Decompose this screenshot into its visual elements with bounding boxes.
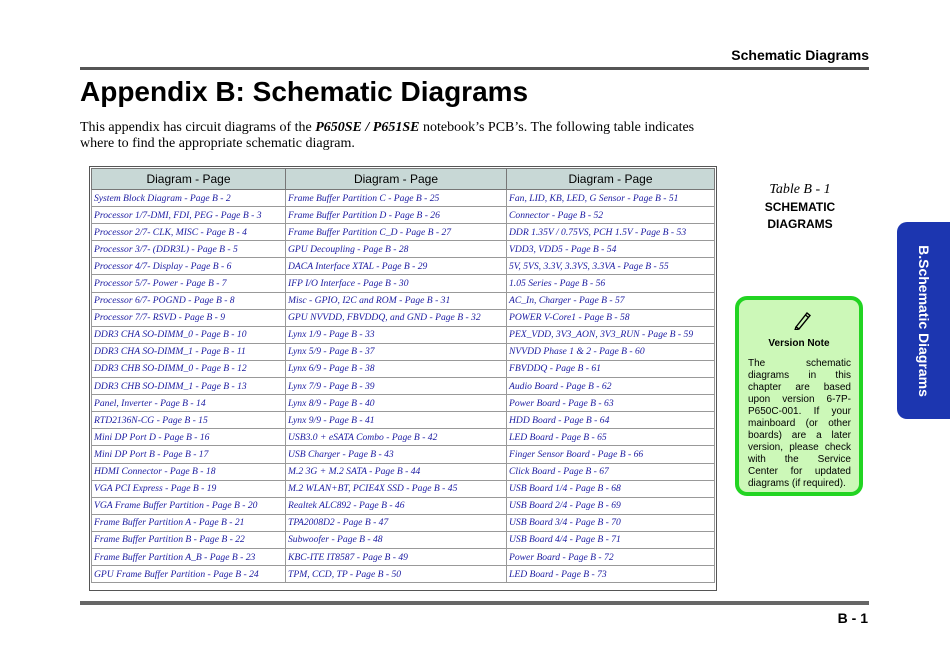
table-cell: Lynx 1/9 - Page B - 33 — [286, 326, 507, 343]
table-cell: FBVDDQ - Page B - 61 — [507, 360, 715, 377]
table-row — [92, 429, 715, 446]
table-row — [92, 395, 715, 412]
table-cell: Lynx 9/9 - Page B - 41 — [286, 412, 507, 429]
table-cell: Panel, Inverter - Page B - 14 — [92, 395, 286, 412]
version-note-title: Version Note — [768, 338, 830, 349]
table-row — [92, 514, 715, 531]
table-cell: Lynx 5/9 - Page B - 37 — [286, 343, 507, 360]
running-header: Schematic Diagrams — [731, 47, 869, 63]
table-cell: DDR3 CHB SO-DIMM_0 - Page B - 12 — [92, 360, 286, 377]
table-cell: Lynx 8/9 - Page B - 40 — [286, 395, 507, 412]
table-row — [92, 566, 715, 583]
chapter-side-tab — [897, 222, 950, 419]
table-cell: HDMI Connector - Page B - 18 — [92, 463, 286, 480]
table-cell: USB Board 4/4 - Page B - 71 — [507, 531, 715, 548]
table-caption-name — [748, 199, 852, 233]
table-cell: M.2 3G + M.2 SATA - Page B - 44 — [286, 463, 507, 480]
table-cell: System Block Diagram - Page B - 2 — [92, 190, 286, 207]
table-cell: USB Board 1/4 - Page B - 68 — [507, 480, 715, 497]
table-cell: USB3.0 + eSATA Combo - Page B - 42 — [286, 429, 507, 446]
table-cell: 5V, 5VS, 3.3V, 3.3VS, 3.3VA - Page B - 55 — [507, 258, 715, 275]
table-caption-line: SCHEMATIC — [764, 200, 836, 214]
table-cell: AC_In, Charger - Page B - 57 — [507, 292, 715, 309]
table-cell: Mini DP Port D - Page B - 16 — [92, 429, 286, 446]
table-cell: Processor 6/7- POGND - Page B - 8 — [92, 292, 286, 309]
table-cell: Power Board - Page B - 63 — [507, 395, 715, 412]
column-header: Diagram - Page — [92, 169, 286, 190]
table-cell: DDR3 CHA SO-DIMM_0 - Page B - 10 — [92, 326, 286, 343]
table-cell: Processor 4/7- Display - Page B - 6 — [92, 258, 286, 275]
table-row — [92, 497, 715, 514]
table-cell: VGA PCI Express - Page B - 19 — [92, 480, 286, 497]
table-row — [92, 326, 715, 343]
table-caption-number: Table B - 1 — [769, 182, 831, 197]
table-cell: IFP I/O Interface - Page B - 30 — [286, 275, 507, 292]
table-cell: GPU Frame Buffer Partition - Page B - 24 — [92, 566, 286, 583]
table-cell: VGA Frame Buffer Partition - Page B - 20 — [92, 497, 286, 514]
table-cell: USB Charger - Page B - 43 — [286, 446, 507, 463]
table-cell: Connector - Page B - 52 — [507, 207, 715, 224]
table-row — [92, 275, 715, 292]
table-cell: TPM, CCD, TP - Page B - 50 — [286, 566, 507, 583]
table-cell: Frame Buffer Partition A - Page B - 21 — [92, 514, 286, 531]
table-cell: Click Board - Page B - 67 — [507, 463, 715, 480]
table-cell: M.2 WLAN+BT, PCIE4X SSD - Page B - 45 — [286, 480, 507, 497]
table-cell: Power Board - Page B - 72 — [507, 548, 715, 565]
table-cell: DDR3 CHB SO-DIMM_1 - Page B - 13 — [92, 378, 286, 395]
table-row — [92, 548, 715, 565]
table-cell: Frame Buffer Partition D - Page B - 26 — [286, 207, 507, 224]
table-row — [92, 531, 715, 548]
table-cell: Processor 3/7- (DDR3L) - Page B - 5 — [92, 241, 286, 258]
table-cell: GPU Decoupling - Page B - 28 — [286, 241, 507, 258]
chapter-side-tab-label: B.Schematic Diagrams — [915, 244, 932, 397]
table-cell: Lynx 6/9 - Page B - 38 — [286, 360, 507, 377]
table-row — [92, 258, 715, 275]
table-row — [92, 360, 715, 377]
table-cell: Processor 5/7- Power - Page B - 7 — [92, 275, 286, 292]
table-cell: DDR3 CHA SO-DIMM_1 - Page B - 11 — [92, 343, 286, 360]
table-cell: Mini DP Port B - Page B - 17 — [92, 446, 286, 463]
table-row — [92, 190, 715, 207]
table-cell: DACA Interface XTAL - Page B - 29 — [286, 258, 507, 275]
table-row — [92, 480, 715, 497]
table-cell: LED Board - Page B - 73 — [507, 566, 715, 583]
table-cell: USB Board 3/4 - Page B - 70 — [507, 514, 715, 531]
table-row — [92, 241, 715, 258]
table-cell: VDD3, VDD5 - Page B - 54 — [507, 241, 715, 258]
table-cell: Fan, LID, KB, LED, G Sensor - Page B - 51 — [507, 190, 715, 207]
table-cell: Lynx 7/9 - Page B - 39 — [286, 378, 507, 395]
table-cell: Processor 7/7- RSVD - Page B - 9 — [92, 309, 286, 326]
header-rule — [80, 67, 869, 70]
table-cell: Subwoofer - Page B - 48 — [286, 531, 507, 548]
table-cell: Finger Sensor Board - Page B - 66 — [507, 446, 715, 463]
page-title: Appendix B: Schematic Diagrams — [80, 76, 529, 107]
table-cell: NVVDD Phase 1 & 2 - Page B - 60 — [507, 343, 715, 360]
table-cell: HDD Board - Page B - 64 — [507, 412, 715, 429]
table-row — [92, 207, 715, 224]
table-cell: DDR 1.35V / 0.75VS, PCH 1.5V - Page B - 53 — [507, 224, 715, 241]
intro-text-start: This appendix has circuit diagrams of the — [80, 120, 316, 135]
pencil-icon — [791, 310, 813, 330]
table-cell: Processor 1/7-DMI, FDI, PEG - Page B - 3 — [92, 207, 286, 224]
table-cell: Frame Buffer Partition C - Page B - 25 — [286, 190, 507, 207]
schematic-index-table — [91, 168, 715, 583]
table-cell: Misc - GPIO, I2C and ROM - Page B - 31 — [286, 292, 507, 309]
table-row — [92, 292, 715, 309]
model-name: P650SE / P651SE — [315, 120, 420, 135]
table-cell: RTD2136N-CG - Page B - 15 — [92, 412, 286, 429]
footer-rule — [80, 601, 869, 605]
intro-paragraph — [80, 120, 730, 152]
table-row — [92, 224, 715, 241]
table-body — [92, 190, 715, 583]
table-row — [92, 446, 715, 463]
table-cell: Frame Buffer Partition C_D - Page B - 27 — [286, 224, 507, 241]
table-cell: TPA2008D2 - Page B - 47 — [286, 514, 507, 531]
table-cell: PEX_VDD, 3V3_AON, 3V3_RUN - Page B - 59 — [507, 326, 715, 343]
table-cell: Frame Buffer Partition B - Page B - 22 — [92, 531, 286, 548]
table-row — [92, 412, 715, 429]
table-cell: USB Board 2/4 - Page B - 69 — [507, 497, 715, 514]
table-header-row — [92, 169, 715, 190]
table-cell: GPU NVVDD, FBVDDQ, and GND - Page B - 32 — [286, 309, 507, 326]
table-row — [92, 463, 715, 480]
table-cell: POWER V-Core1 - Page B - 58 — [507, 309, 715, 326]
table-cell: 1.05 Series - Page B - 56 — [507, 275, 715, 292]
intro-text-end: notebook’s PCB’s. The following table indicates where to find the appropriate schematic diagram. — [80, 120, 695, 151]
column-header: Diagram - Page — [507, 169, 715, 190]
version-note-box — [735, 296, 863, 496]
version-note-body: The schematic diagrams in this chapter are based upon version 6-7P-P650C-001. If your mainboard (or other boards) are a later version, please check with the Service Center for updated diagrams (if required). — [748, 358, 851, 489]
table-cell: Frame Buffer Partition A_B - Page B - 23 — [92, 548, 286, 565]
table-cell: Audio Board - Page B - 62 — [507, 378, 715, 395]
table-cell: Processor 2/7- CLK, MISC - Page B - 4 — [92, 224, 286, 241]
page-number: B - 1 — [837, 610, 868, 626]
column-header: Diagram - Page — [286, 169, 507, 190]
table-cell: KBC-ITE IT8587 - Page B - 49 — [286, 548, 507, 565]
table-row — [92, 378, 715, 395]
table-caption-line: DIAGRAMS — [767, 217, 833, 231]
table-cell: LED Board - Page B - 65 — [507, 429, 715, 446]
schematic-table — [89, 166, 717, 591]
table-row — [92, 343, 715, 360]
table-cell: Realtek ALC892 - Page B - 46 — [286, 497, 507, 514]
table-caption — [748, 182, 852, 233]
table-row — [92, 309, 715, 326]
